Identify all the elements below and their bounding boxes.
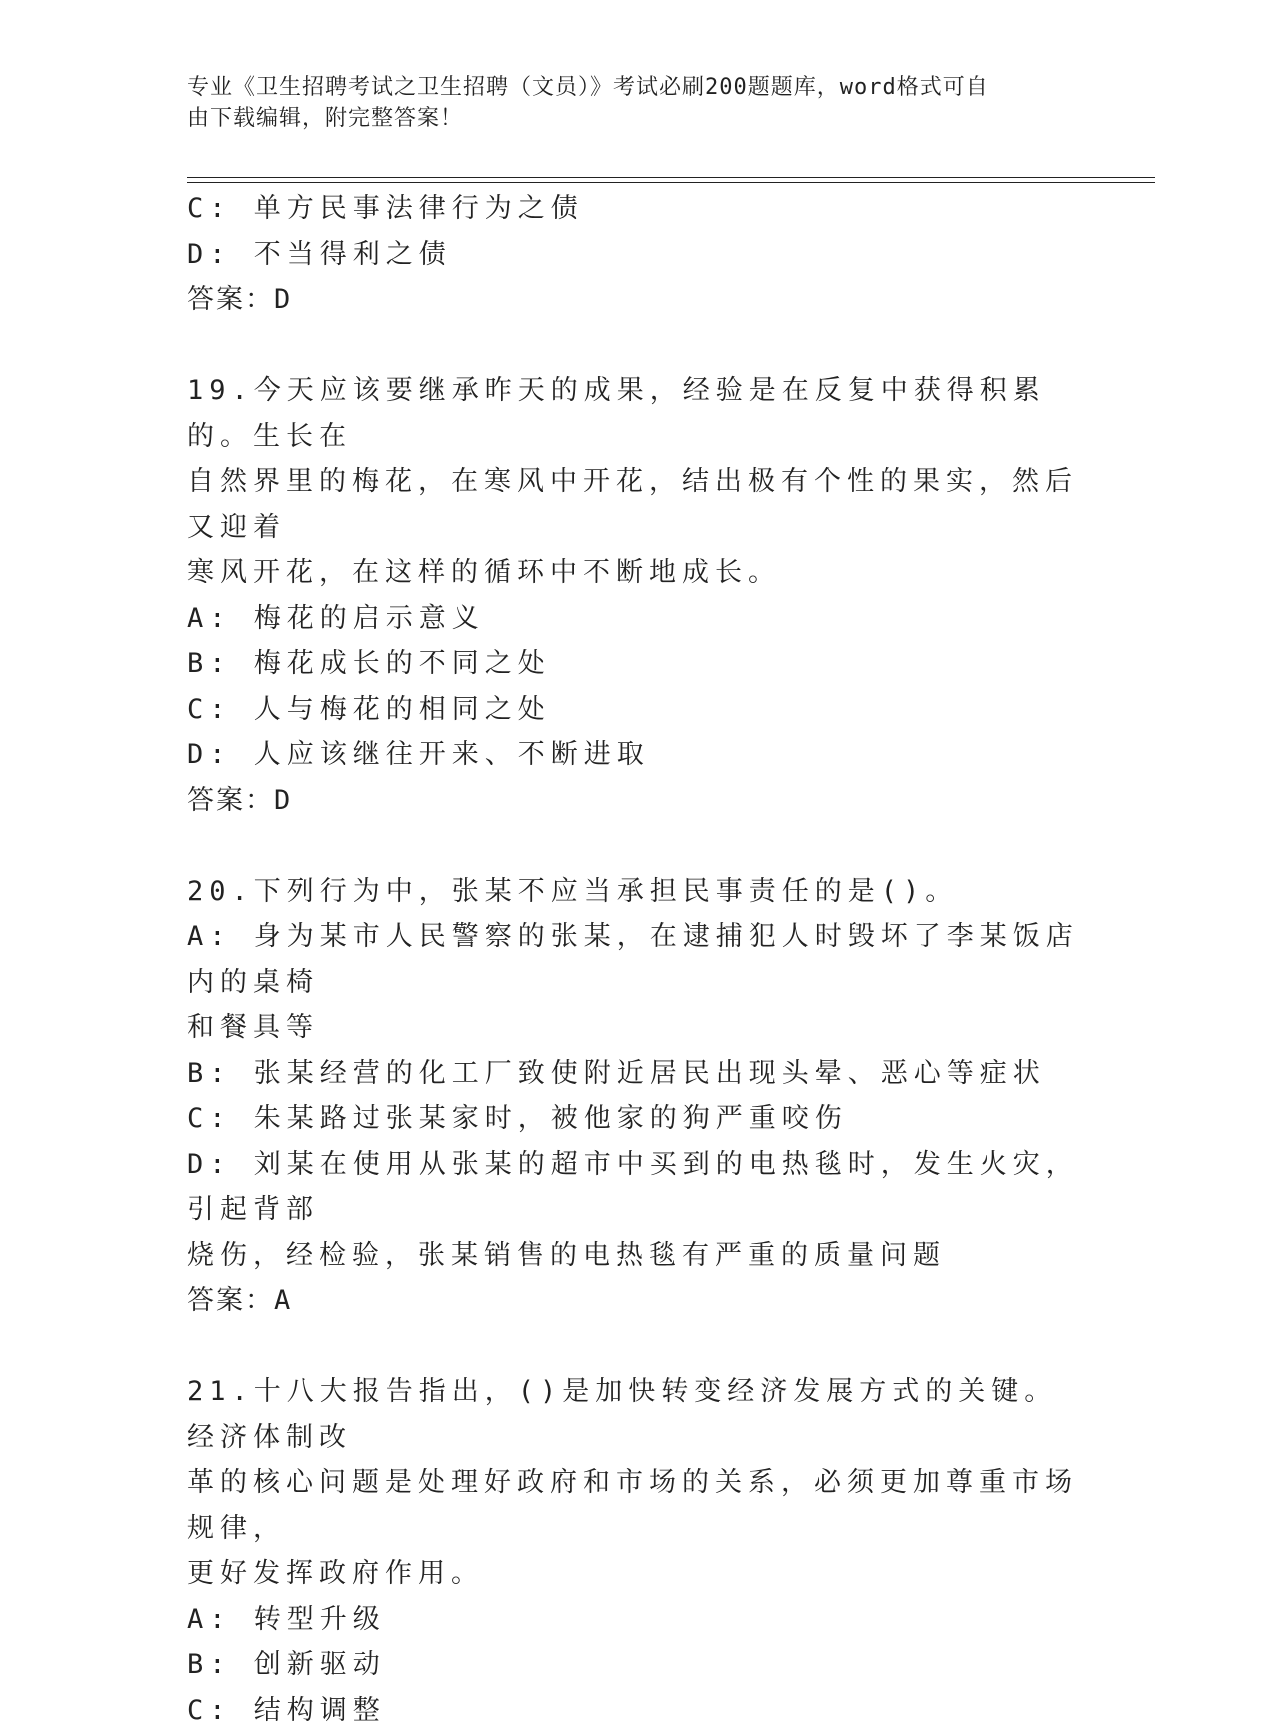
- header-rule-bottom: [187, 182, 1155, 183]
- header-line-2: 由下载编辑，附完整答案！: [187, 103, 1067, 134]
- option-c: C: 单方民事法律行为之债: [187, 186, 1087, 232]
- option-d: D: 不当得利之债: [187, 232, 1087, 278]
- document-header: [187, 72, 1067, 134]
- option-c: C: 结构调整: [187, 1688, 1087, 1733]
- option-d: D: 人应该继往开来、不断进取: [187, 732, 1087, 778]
- question-text-line: 19.今天应该要继承昨天的成果，经验是在反复中获得积累的。生长在: [187, 368, 1087, 459]
- question-19: [187, 368, 1087, 823]
- answer: 答案：D: [187, 277, 1087, 323]
- option-b: B: 创新驱动: [187, 1642, 1087, 1688]
- question-text-line: 更好发挥政府作用。: [187, 1551, 1087, 1597]
- question-text-line: 21.十八大报告指出，()是加快转变经济发展方式的关键。经济体制改: [187, 1369, 1087, 1460]
- answer: 答案：A: [187, 1278, 1087, 1324]
- option-a: A: 转型升级: [187, 1597, 1087, 1643]
- document-body: [187, 186, 1087, 1733]
- question-text-line: 自然界里的梅花，在寒风中开花，结出极有个性的果实，然后又迎着: [187, 459, 1087, 550]
- option-a-continued: 和餐具等: [187, 1005, 1087, 1051]
- answer: 答案：D: [187, 778, 1087, 824]
- option-c: C: 人与梅花的相同之处: [187, 687, 1087, 733]
- header-line-1: 专业《卫生招聘考试之卫生招聘（文员）》考试必刷200题题库，word格式可自: [187, 72, 1067, 103]
- option-a: A: 身为某市人民警察的张某，在逮捕犯人时毁坏了李某饭店内的桌椅: [187, 914, 1087, 1005]
- question-text-line: 寒风开花，在这样的循环中不断地成长。: [187, 550, 1087, 596]
- question-21: [187, 1369, 1087, 1733]
- question-20: [187, 869, 1087, 1324]
- question-text-line: 20.下列行为中，张某不应当承担民事责任的是()。: [187, 869, 1087, 915]
- spacer: [187, 1324, 1087, 1370]
- spacer: [187, 823, 1087, 869]
- spacer: [187, 323, 1087, 369]
- option-a: A: 梅花的启示意义: [187, 596, 1087, 642]
- option-b: B: 张某经营的化工厂致使附近居民出现头晕、恶心等症状: [187, 1051, 1087, 1097]
- question-text-line: 革的核心问题是处理好政府和市场的关系，必须更加尊重市场规律，: [187, 1460, 1087, 1551]
- option-c: C: 朱某路过张某家时，被他家的狗严重咬伤: [187, 1096, 1087, 1142]
- option-d: D: 刘某在使用从张某的超市中买到的电热毯时，发生火灾，引起背部: [187, 1142, 1087, 1233]
- option-b: B: 梅花成长的不同之处: [187, 641, 1087, 687]
- option-d-continued: 烧伤，经检验，张某销售的电热毯有严重的质量问题: [187, 1233, 1087, 1279]
- header-rule-top: [187, 177, 1155, 178]
